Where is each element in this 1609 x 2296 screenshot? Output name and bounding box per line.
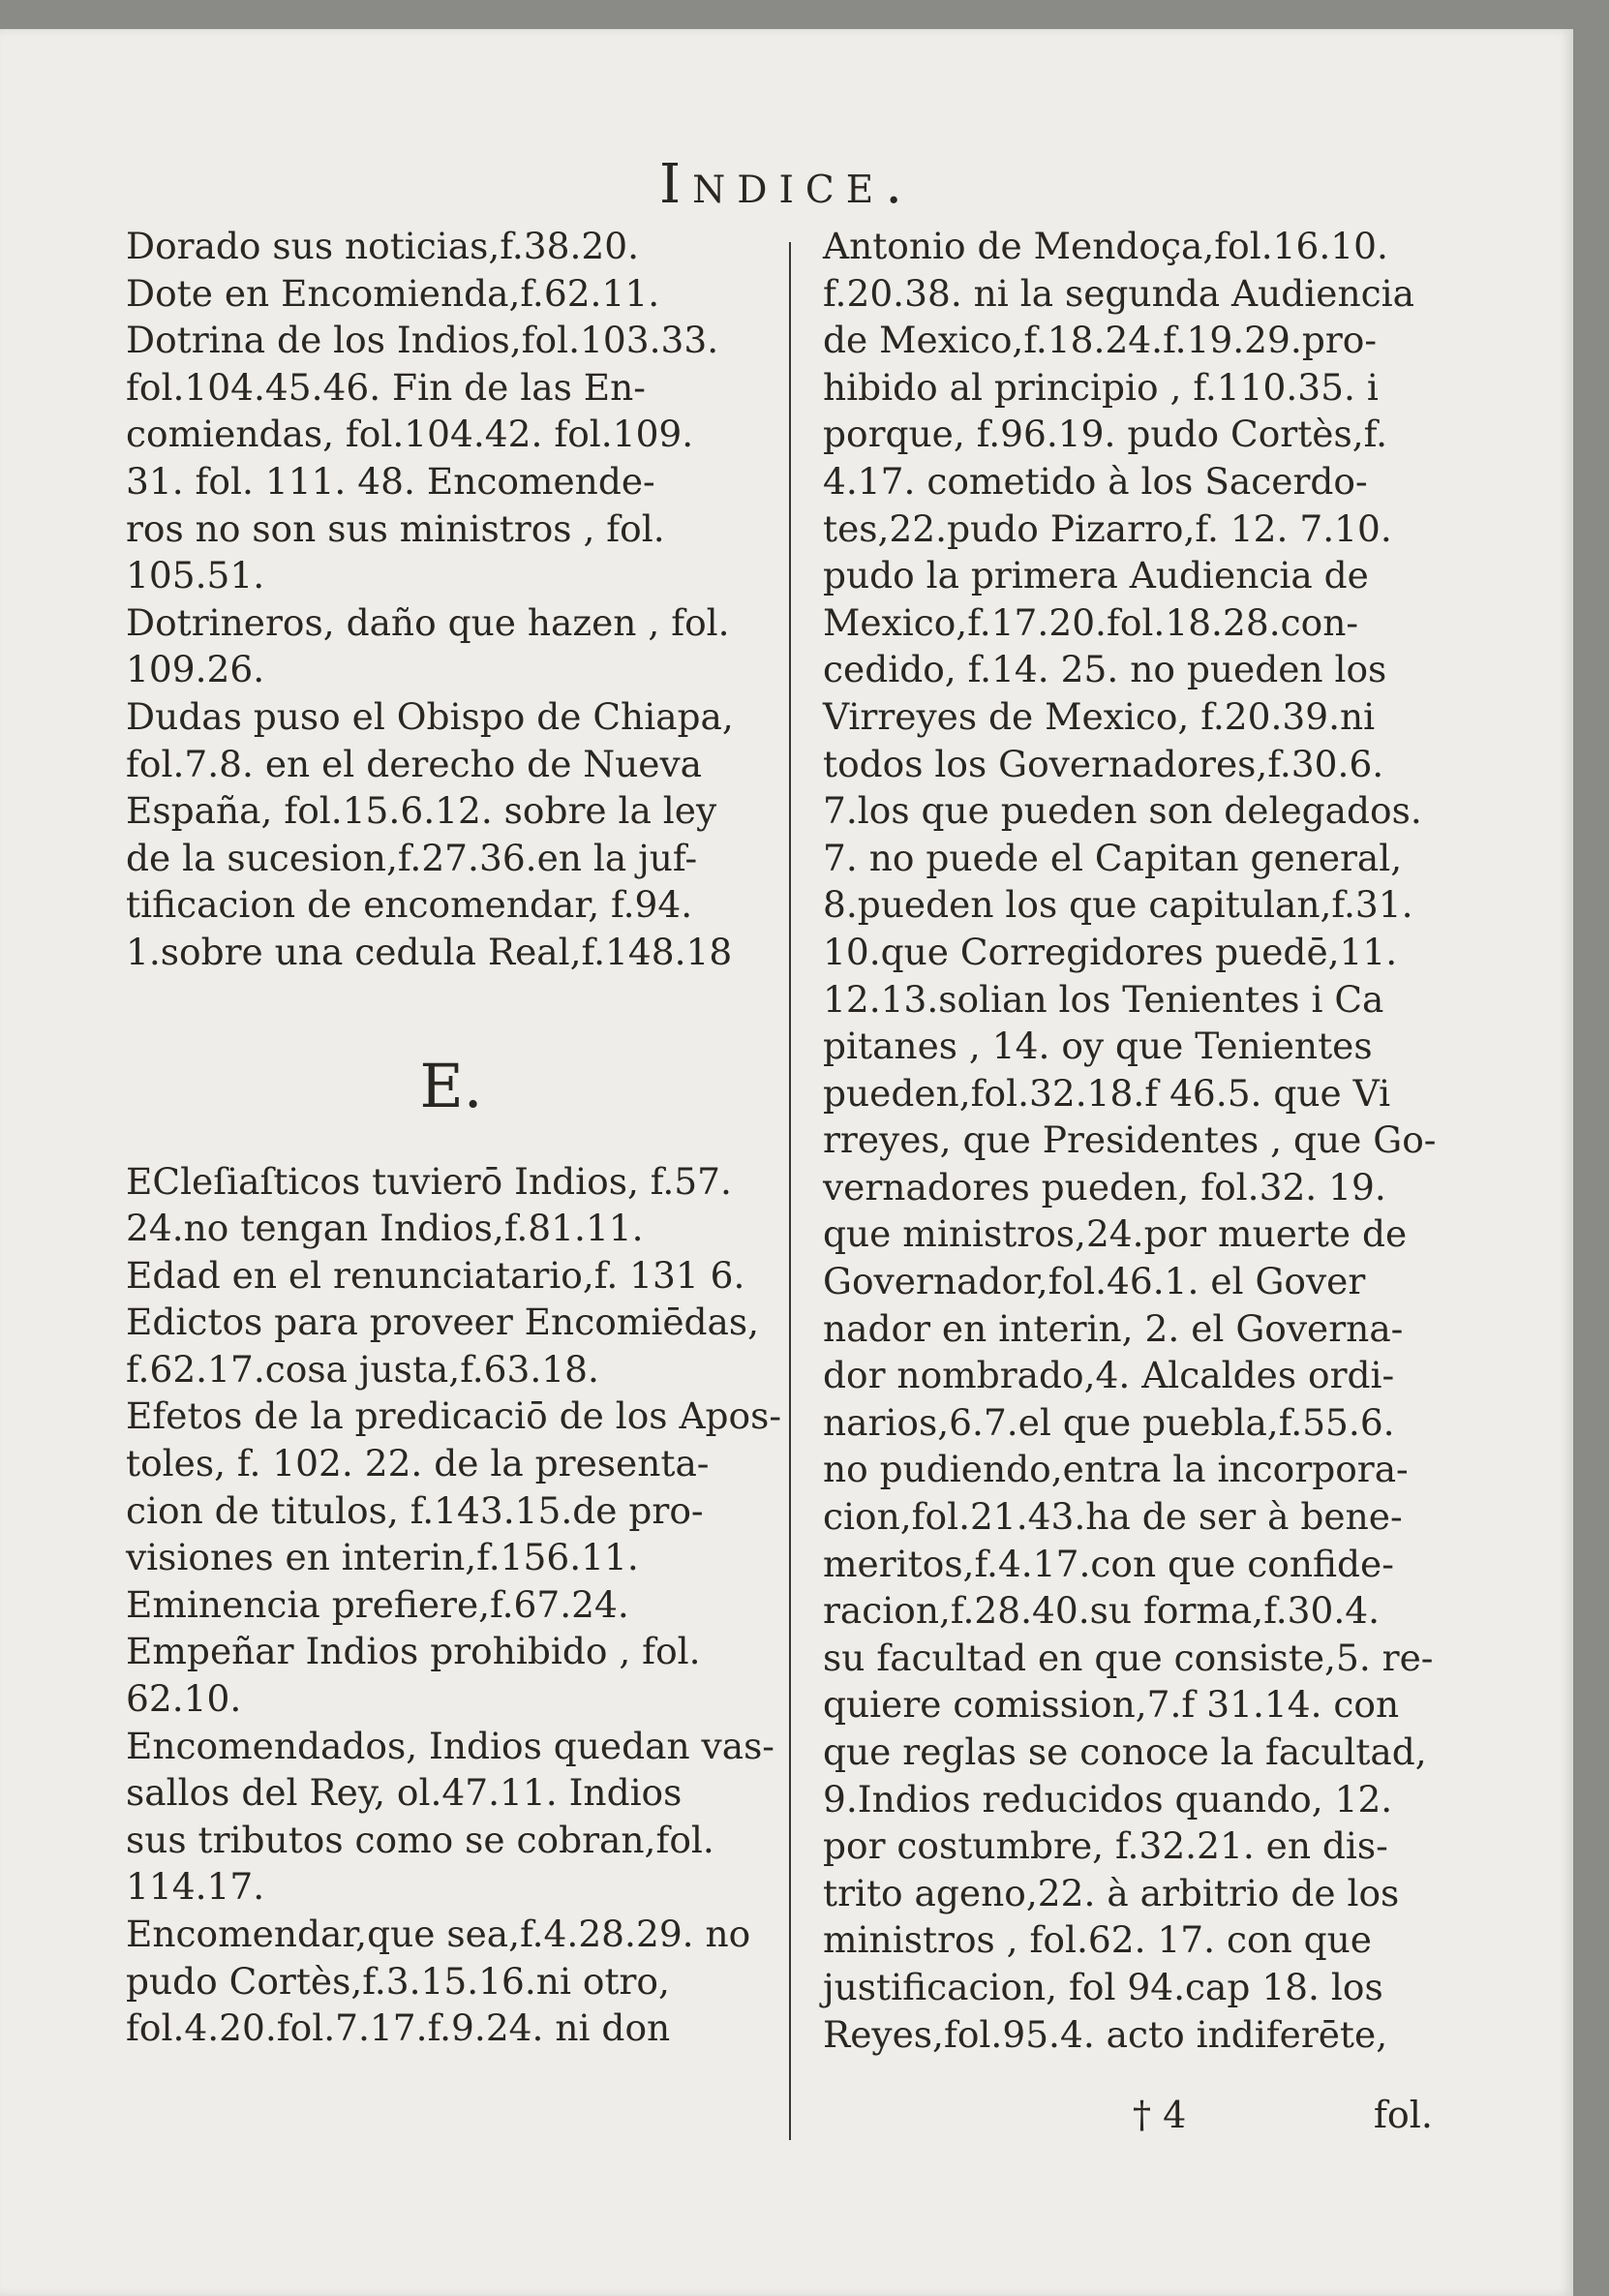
index-line: hibido al principio , f.110.35. i xyxy=(823,365,1379,409)
index-line: 7.los que pueden son delegados. xyxy=(823,789,1422,833)
book-page xyxy=(0,29,1573,2296)
index-line: tificacion de encomendar, f.94. xyxy=(126,883,693,927)
index-line: cion,fol.21.43.ha de ser à bene- xyxy=(823,1495,1403,1539)
index-line: Mexico,f.17.20.fol.18.28.con- xyxy=(823,600,1359,644)
index-line: toles, f. 102. 22. de la presenta- xyxy=(126,1442,710,1485)
index-line: ministros , fol.62. 17. con que xyxy=(823,1918,1373,1962)
index-line: 12.13.solian los Tenientes i Ca xyxy=(823,977,1384,1021)
page-header: Indice. xyxy=(658,153,915,216)
index-line: ECleſiaſticos tuvierō Indios, f.57. xyxy=(126,1159,732,1203)
index-line: meritos,f.4.17.con que confide- xyxy=(823,1542,1394,1585)
index-block-d xyxy=(126,223,776,976)
index-line: 105.51. xyxy=(126,554,265,597)
signature-mark: † 4 xyxy=(1133,2094,1187,2136)
index-line: Efetos de la predicaciō de los Apos- xyxy=(126,1394,782,1438)
index-line: 7. no puede el Capitan general, xyxy=(823,836,1403,879)
index-block-continued xyxy=(823,223,1437,2058)
index-line: Dudas puso el Obispo de Chiapa, xyxy=(126,694,734,738)
index-line: Edad en el renunciatario,f. 131 6. xyxy=(126,1253,745,1297)
index-line: que reglas se conoce la facultad, xyxy=(823,1730,1427,1773)
index-line: fol.104.45.46. Fin de las En- xyxy=(126,365,646,409)
index-line: nador en interin, 2. el Governa- xyxy=(823,1306,1404,1350)
index-line: Empeñar Indios prohibido , fol. xyxy=(126,1630,701,1673)
index-line: 1.sobre una cedula Real,f.148.18 xyxy=(126,930,733,973)
index-line: Eminencia prefiere,f.67.24. xyxy=(126,1582,629,1626)
index-line: que ministros,24.por muerte de xyxy=(823,1212,1408,1256)
index-line: de Mexico,f.18.24.f.19.29.pro- xyxy=(823,319,1378,362)
column-divider xyxy=(789,242,791,2140)
index-line: 31. fol. 111. 48. Encomende- xyxy=(126,459,655,503)
index-line: visiones en interin,f.156.11. xyxy=(126,1536,639,1579)
index-line: cedido, f.14. 25. no pueden los xyxy=(823,648,1387,691)
index-line: fol.4.20.fol.7.17.f.9.24. ni don xyxy=(126,2006,671,2050)
index-line: racion,f.28.40.su forma,f.30.4. xyxy=(823,1589,1381,1633)
index-line: su facultad en que consiste,5. re- xyxy=(823,1636,1434,1679)
index-line: sus tributos como se cobran,fol. xyxy=(126,1818,714,1861)
index-line: Edictos para proveer Encomiēdas, xyxy=(126,1301,760,1344)
index-line: trito ageno,22. à arbitrio de los xyxy=(823,1871,1400,1914)
index-line: f.62.17.cosa justa,f.63.18. xyxy=(126,1347,599,1391)
index-line: 24.no tengan Indios,f.81.11. xyxy=(126,1207,644,1250)
index-line: pudo la primera Audiencia de xyxy=(823,554,1369,597)
right-column xyxy=(823,223,1437,2058)
index-line: narios,6.7.el que puebla,f.55.6. xyxy=(823,1400,1395,1444)
index-block-e xyxy=(126,1158,782,2052)
index-line: pitanes , 14. oy que Tenientes xyxy=(823,1025,1373,1068)
spacer xyxy=(126,976,776,1015)
index-line: Dote en Encomienda,f.62.11. xyxy=(126,271,660,315)
index-line: pudo Cortès,f.3.15.16.ni otro, xyxy=(126,1959,670,2003)
index-line: España, fol.15.6.12. sobre la ley xyxy=(126,789,717,833)
index-line: Governador,fol.46.1. el Gover xyxy=(823,1260,1366,1303)
index-line: quiere comission,7.f 31.14. con xyxy=(823,1683,1400,1727)
index-line: Dorado sus noticias,f.38.20. xyxy=(126,225,640,267)
index-line: Reyes,fol.95.4. acto indiferēte, xyxy=(823,2012,1388,2056)
left-column xyxy=(126,223,782,2052)
index-line: porque, f.96.19. pudo Cortès,f. xyxy=(823,413,1388,456)
index-line: justificacion, fol 94.cap 18. los xyxy=(823,1965,1383,2008)
index-line: Encomendados, Indios quedan vas- xyxy=(126,1724,774,1767)
index-line: 62.10. xyxy=(126,1677,242,1721)
index-line: Antonio de Mendoça,fol.16.10. xyxy=(823,225,1388,267)
index-line: Encomendar,que sea,f.4.28.29. no xyxy=(126,1913,751,1955)
index-line: sallos del Rey, ol.47.11. Indios xyxy=(126,1771,683,1815)
index-line: Dotrina de los Indios,fol.103.33. xyxy=(126,319,719,362)
index-line: 10.que Corregidores puedē,11. xyxy=(823,930,1398,973)
index-line: 9.Indios reducidos quando, 12. xyxy=(823,1777,1393,1821)
index-line: fol.7.8. en el derecho de Nueva xyxy=(126,742,703,785)
index-line: pueden,fol.32.18.f 46.5. que Vi xyxy=(823,1071,1391,1115)
index-line: f.20.38. ni la segunda Audiencia xyxy=(823,271,1414,315)
index-line: tes,22.pudo Pizarro,f. 12. 7.10. xyxy=(823,506,1392,550)
index-line: 114.17. xyxy=(126,1865,265,1909)
index-line: comiendas, fol.104.42. fol.109. xyxy=(126,413,694,456)
index-line: Virreyes de Mexico, f.20.39.ni xyxy=(823,694,1376,738)
index-line: 4.17. cometido à los Sacerdo- xyxy=(823,459,1368,503)
index-line: rreyes, que Presidentes , que Go- xyxy=(823,1118,1437,1162)
index-line: cion de titulos, f.143.15.de pro- xyxy=(126,1488,704,1532)
catchword: fol. xyxy=(1373,2094,1433,2136)
index-line: de la sucesion,f.27.36.en la juf- xyxy=(126,836,698,879)
index-line: no pudiendo,entra la incorpora- xyxy=(823,1448,1409,1491)
index-line: vernadores pueden, fol.32. 19. xyxy=(823,1165,1386,1209)
index-line: todos los Governadores,f.30.6. xyxy=(823,742,1384,785)
index-line: 109.26. xyxy=(126,648,265,691)
index-line: 8.pueden los que capitulan,f.31. xyxy=(823,883,1413,927)
index-line: dor nombrado,4. Alcaldes ordi- xyxy=(823,1354,1395,1397)
index-line: por costumbre, f.32.21. en dis- xyxy=(823,1824,1388,1868)
index-line: Dotrineros, daño que hazen , fol. xyxy=(126,600,730,644)
section-letter: E. xyxy=(419,1050,483,1121)
index-line: ros no son sus ministros , fol. xyxy=(126,506,665,550)
